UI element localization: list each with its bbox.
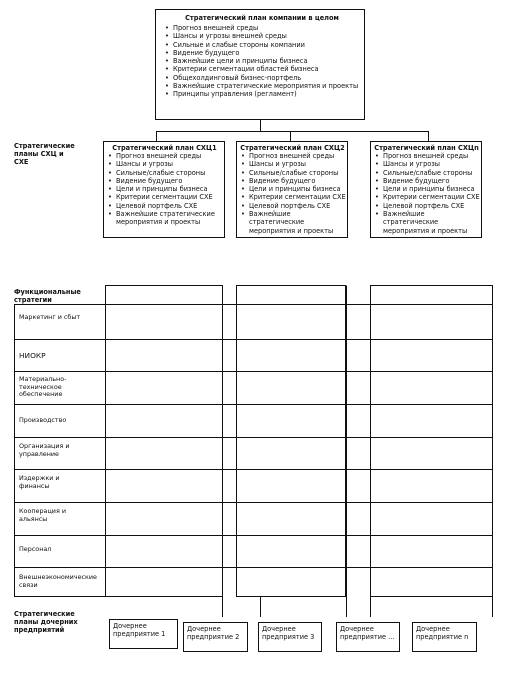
unit-plans-label: Стратегические планы СХЦ и СХЕ bbox=[14, 142, 75, 166]
list-item: • Целевой портфель СХЕ bbox=[374, 202, 479, 210]
list-item: • Прогноз внешней среды bbox=[374, 152, 479, 160]
list-item: • Прогноз внешней среды bbox=[240, 152, 345, 160]
list-item: • Критерии сегментации областей бизнеса bbox=[164, 65, 360, 73]
list-item: • Прогноз внешней среды bbox=[107, 152, 222, 160]
list-item: • Критерии сегментации СХЕ bbox=[107, 193, 222, 201]
unit-plan-title: Стратегический план СХЦ2 bbox=[240, 144, 345, 152]
list-item: • Важнейшие стратегические мероприятия и проекты bbox=[240, 210, 345, 235]
list-item: • Цели и принципы бизнеса bbox=[107, 185, 222, 193]
functional-strategies-label: Функциональные стратегии bbox=[14, 288, 81, 304]
list-item: • Важнейшие стратегические мероприятия и проекты bbox=[374, 210, 479, 235]
list-item: • Принципы управления (регламент) bbox=[164, 90, 360, 98]
list-item: • Видение будущего bbox=[164, 49, 360, 57]
subsidiary-box-2: Дочернее предприятие 2 bbox=[183, 622, 248, 652]
functional-row-label: НИОКР bbox=[19, 351, 46, 360]
subsidiary-box-3: Дочернее предприятие 3 bbox=[258, 622, 322, 652]
functional-row-label: Кооперация и альянсы bbox=[19, 507, 66, 523]
subsidiary-box-1: Дочернее предприятие 1 bbox=[109, 619, 178, 649]
list-item: • Сильные/слабые стороны bbox=[374, 169, 479, 177]
functional-row-label: Персонал bbox=[19, 545, 52, 553]
list-item: • Важнейшие стратегические мероприятия и проекты bbox=[164, 82, 360, 90]
list-item: • Целевой портфель СХЕ bbox=[240, 202, 345, 210]
subsidiary-box-4: Дочернее предприятие ... bbox=[336, 622, 400, 652]
functional-row-label: Материально-техническое обеспечение bbox=[19, 375, 67, 399]
functional-row-label: Производство bbox=[19, 416, 67, 424]
subsidiary-box-n: Дочернее предприятие n bbox=[412, 622, 477, 652]
list-item: • Прогноз внешней среды bbox=[164, 24, 360, 32]
list-item: • Критерии сегментации СХЕ bbox=[374, 193, 479, 201]
functional-row-label: Маркетинг и сбыт bbox=[19, 313, 81, 321]
list-item: • Важнейшие цели и принципы бизнеса bbox=[164, 57, 360, 65]
subsidiary-plans-label: Стратегические планы дочерних предприятий bbox=[14, 610, 78, 634]
list-item: • Цели и принципы бизнеса bbox=[374, 185, 479, 193]
list-item: • Сильные/слабые стороны bbox=[240, 169, 345, 177]
functional-row-label: Организация и управление bbox=[19, 442, 70, 458]
functional-row-label: Внешнеэкономические связи bbox=[19, 573, 97, 589]
list-item: • Цели и принципы бизнеса bbox=[240, 185, 345, 193]
list-item: • Целевой портфель СХЕ bbox=[107, 202, 222, 210]
list-item: • Видение будущего bbox=[107, 177, 222, 185]
unit-plan-title: Стратегический план СХЦn bbox=[374, 144, 479, 152]
list-item: • Видение будущего bbox=[374, 177, 479, 185]
company-plan-title: Стратегический план компании в целом bbox=[185, 14, 339, 22]
list-item: • Шансы и угрозы bbox=[240, 160, 345, 168]
list-item: • Шансы и угрозы внешней среды bbox=[164, 32, 360, 40]
list-item: • Шансы и угрозы bbox=[374, 160, 479, 168]
list-item: • Сильные/слабые стороны bbox=[107, 169, 222, 177]
list-item: • Критерии сегментации СХЕ bbox=[240, 193, 345, 201]
list-item: • Сильные и слабые стороны компании bbox=[164, 41, 360, 49]
list-item: • Видение будущего bbox=[240, 177, 345, 185]
unit-plan-title: Стратегический план СХЦ1 bbox=[112, 144, 217, 152]
list-item: • Шансы и угрозы bbox=[107, 160, 222, 168]
list-item: • Важнейшие стратегические мероприятия и проекты bbox=[107, 210, 222, 227]
functional-row-label: Издержки и финансы bbox=[19, 474, 60, 490]
list-item: • Общехолдинговый бизнес-портфель bbox=[164, 74, 360, 82]
